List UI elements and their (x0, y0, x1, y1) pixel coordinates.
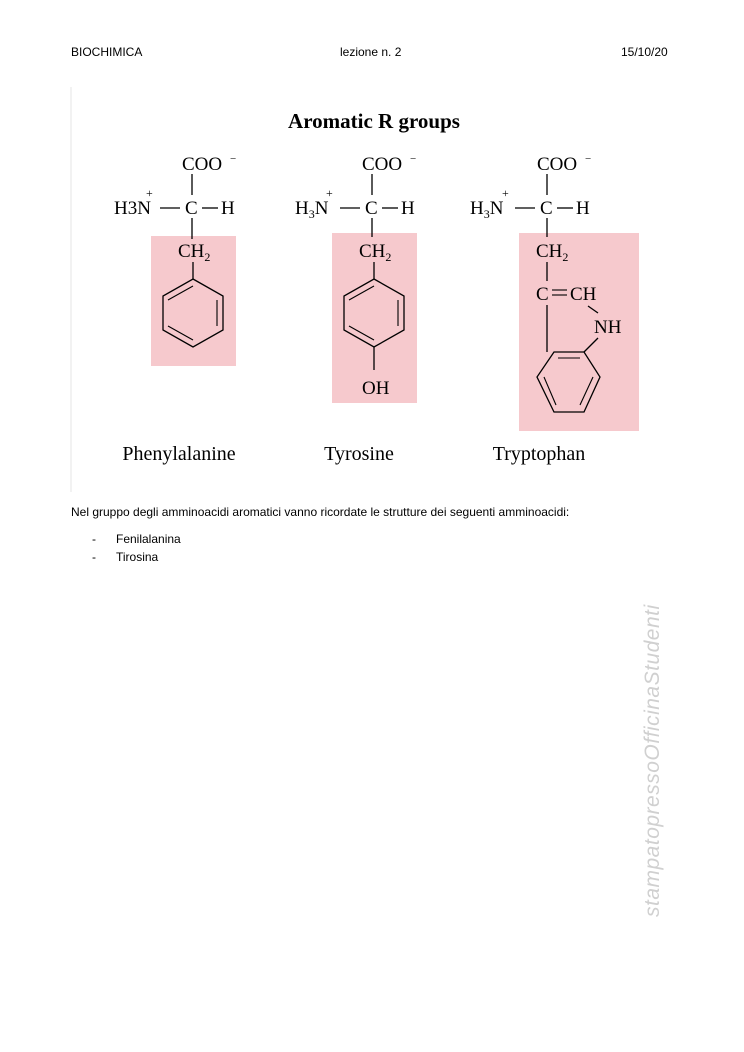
header-date: 15/10/20 (621, 45, 668, 59)
h-label: H (221, 198, 235, 219)
svg-text:C: C (540, 198, 553, 219)
svg-text:COO: COO (537, 154, 578, 175)
tyrosine-label: Tyrosine (324, 443, 394, 465)
tryptophan-structure (470, 153, 639, 431)
tryptophan-label: Tryptophan (492, 443, 586, 465)
svg-text:+: + (502, 186, 509, 200)
list-bullet: - (92, 550, 96, 564)
body-paragraph: Nel gruppo degli amminoacidi aromatici vanno ricordate le strutture dei seguenti amminoacidi: (71, 505, 570, 519)
aromatic-r-groups-figure (70, 87, 670, 497)
alpha-carbon: C (185, 198, 198, 219)
svg-text:CH2: $CH_2$ (359, 241, 392, 264)
svg-text:COO: COO (362, 154, 403, 175)
coo-label: COO (182, 154, 223, 175)
phenylalanine-structure (114, 153, 236, 366)
svg-text:H3N: $H_3N$ (470, 198, 504, 221)
header-subject: BIOCHIMICA (71, 45, 143, 59)
amino-label: H3N (114, 198, 151, 219)
list-item-text: Fenilalanina (116, 532, 181, 546)
charge-minus: − (230, 153, 237, 165)
svg-text:CH: CH (570, 284, 597, 305)
svg-text:−: − (410, 153, 417, 165)
figure-title: Aromatic R groups (288, 109, 460, 133)
svg-text:C: C (536, 284, 549, 305)
svg-text:−: − (585, 153, 592, 165)
svg-text:NH: NH (594, 317, 622, 338)
list-item-text: Tirosina (116, 550, 159, 564)
svg-text:H: H (401, 198, 415, 219)
svg-text:CH2: $CH_2$ (178, 241, 211, 264)
svg-text:CH2: $CH_2$ (536, 241, 569, 264)
tyrosine-structure (295, 153, 417, 403)
list-bullet: - (92, 532, 96, 546)
phenylalanine-label: Phenylalanine (122, 443, 236, 465)
header-lesson: lezione n. 2 (340, 45, 402, 59)
svg-text:OH: OH (362, 378, 390, 399)
svg-text:COO (182, 154, 222, 175)
watermark: stampatopressoOfficinaStudenti (641, 604, 664, 917)
svg-text:+: + (326, 186, 333, 200)
svg-text:H3N: $H_3N$ (295, 198, 329, 221)
svg-text:C: C (365, 198, 378, 219)
svg-text:H: H (576, 198, 590, 219)
charge-plus: + (146, 186, 153, 200)
